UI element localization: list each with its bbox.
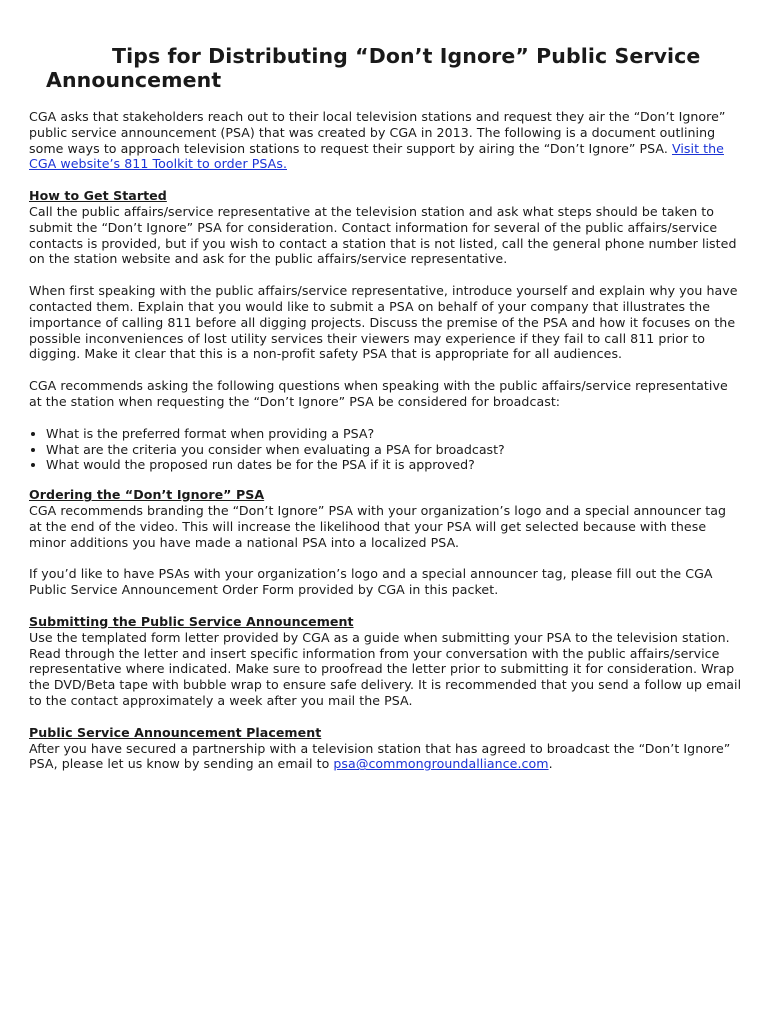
section-heading-placement: Public Service Announcement Placement [29, 724, 322, 740]
section-heading-submitting: Submitting the Public Service Announcement [29, 613, 354, 629]
list-item: • What is the preferred format when providing a PSA? [46, 426, 742, 442]
getting-started-p1 [29, 188, 742, 267]
ordering-p2: If you’d like to have PSAs with your organization’s logo and a special announcer tag, please fill out the CGA Public Service Announcement Order Form provided by CGA in this packet. [29, 566, 713, 598]
getting-started-text: Call the public affairs/service representative at the television station and ask what steps should be taken to submit the “Don’t Ignore” PSA for consideration. Contact information for several of the public affairs/service contacts is provided, but if you wish to contact a station that is not listed, call the general phone number listed on the station website and ask for the public affairs/service representative. [29, 203, 737, 267]
list-item: • What are the criteria you consider when evaluating a PSA for broadcast? [46, 442, 742, 458]
submitting-p1 [29, 614, 742, 709]
section-heading-ordering: Ordering the “Don’t Ignore” PSA [29, 487, 265, 503]
email-link[interactable]: psa@commongroundalliance.com [333, 756, 549, 772]
ordering-p1 [29, 487, 742, 550]
getting-started-p2: When first speaking with the public affairs/service representative, introduce yourself and explain why you have contacted them. Explain that you would like to submit a PSA on behalf of your company that illustrates the importance of calling 811 before all digging projects. Discuss the premise of the PSA and how it focuses on the possible inconveniences of lost utility services their viewers may experience if they fail to call 811 prior to digging. Make it clear that this is a non-profit safety PSA that is appropriate for all audiences. [29, 283, 738, 362]
list-item: • What would the proposed run dates be for the PSA if it is approved? [46, 457, 742, 473]
placement-p1 [29, 725, 742, 772]
ordering-text: CGA recommends branding the “Don’t Ignore” PSA with your organization’s logo and a special announcer tag at the end of the video. This will increase the likelihood that your PSA will get selected because with these minor additions you have made a national PSA into a localized PSA. [29, 502, 726, 550]
intro-paragraph [29, 109, 742, 172]
getting-started-p3: CGA recommends asking the following questions when speaking with the public affairs/service representative at the station when requesting the “Don’t Ignore” PSA be considered for broadcast: [29, 378, 728, 409]
intro-text: CGA asks that stakeholders reach out to their local television stations and request they air the “Don’t Ignore” public service announcement (PSA) that was created by CGA in 2013. The following is a document outlining some ways to approach television stations to request their support by airing the “Don’t Ignore” PSA. [29, 109, 726, 156]
questions-list [29, 426, 742, 473]
toolkit-link[interactable]: Visit the CGA website’s 811 Toolkit to order PSAs. [29, 140, 724, 172]
page-title: Tips for Distributing “Don’t Ignore” Public Service Announcement [46, 44, 701, 92]
section-heading-getting-started: How to Get Started [29, 188, 167, 204]
placement-text: After you have secured a partnership with a television station that has agreed to broadcast the “Don’t Ignore” PSA, please let us know by sending an email to [29, 740, 731, 772]
placement-end: . [548, 756, 553, 772]
submitting-text: Use the templated form letter provided by CGA as a guide when submitting your PSA to the television station. Read through the letter and insert specific information from your conversation with the public affairs/service representative where indicated. Make sure to proofread the letter prior to submitting it for consideration. Wrap the DVD/Beta tape with bubble wrap to ensure safe delivery. It is recommended that you send a follow up email to the contact approximately a week after you mail the PSA. [29, 629, 742, 708]
